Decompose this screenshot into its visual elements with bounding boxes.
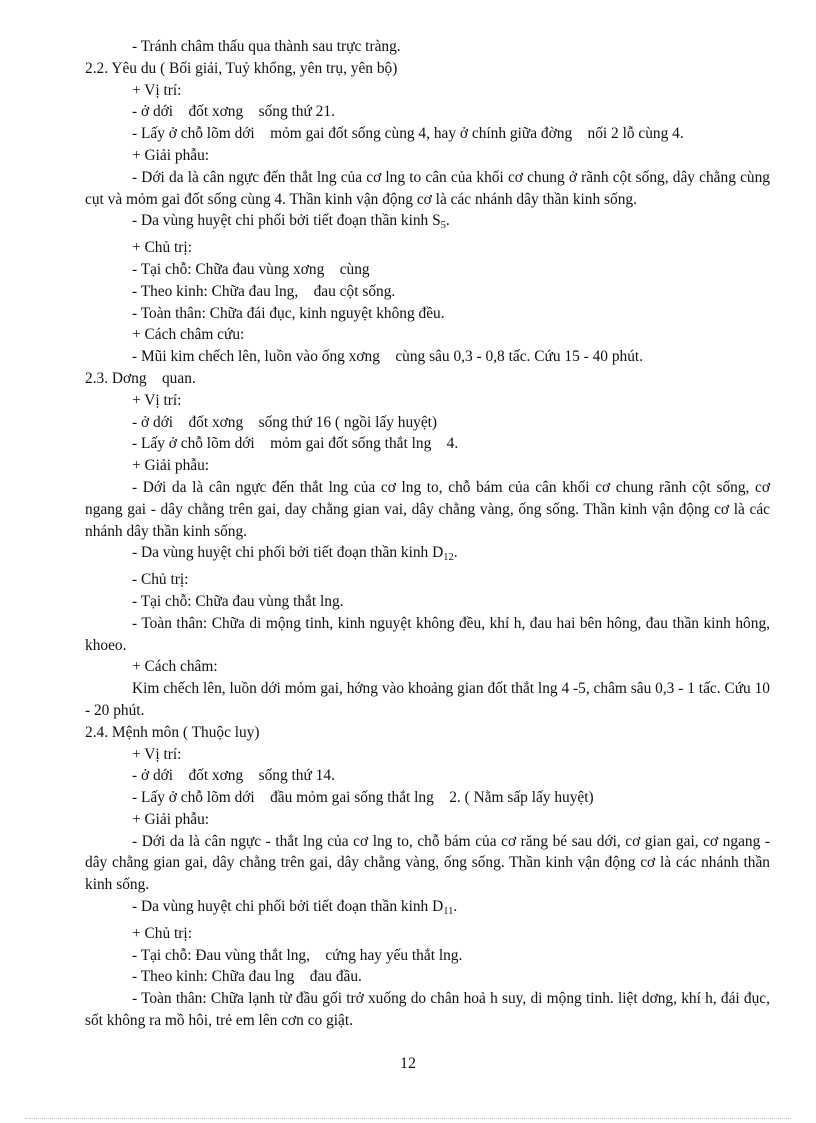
paragraph: - Dới da là cân ngực đến thắt lng của cơ lng to cân của khối cơ chung ở rãnh cột sống, dây chằng cùng cụt và mỏm gai đốt sống cùng 4. Thần kinh vận động cơ là các nhánh dây thần kinh sống. — [85, 168, 770, 208]
subheading: + Vị trí: — [132, 745, 182, 763]
text-line: - ở dới đốt xơng sống thứ 14. — [132, 767, 335, 785]
text-line: - Lấy ở chỗ lõm dới mỏm gai đốt sống thắt lng 4. — [132, 435, 459, 453]
text-line: - Tránh châm thấu qua thành sau trực tràng. — [132, 38, 401, 55]
text-line: - ở dới đốt xơng sống thứ 21. — [132, 103, 335, 121]
subheading: + Giải phẫu: — [132, 457, 210, 475]
text-line: - Da vùng huyệt chi phối bởi tiết đoạn thần kinh $D_{11}$. — [132, 898, 458, 918]
paragraph: - Toàn thân: Chữa lạnh từ đầu gối trở xuống do chân hoả h suy, di mộng tinh. liệt dơng, khí h, đái đục, sốt không ra mồ hôi, trẻ em lên cơn co giật. — [85, 990, 770, 1030]
subheading: + Cách châm cứu: — [132, 326, 245, 344]
text-line: - Lấy ở chỗ lõm dới mỏm gai đốt sống cùng 4, hay ở chính giữa đờng nối 2 lỗ cùng 4. — [132, 125, 684, 143]
page-body — [85, 36, 770, 1032]
subheading: + Giải phẫu: — [132, 810, 210, 828]
paragraph: - Dới da là cân ngực - thắt lng của cơ lng to, chỗ bám của cơ răng bé sau dới, cơ gian gai, cơ ngang - dây chằng gian gai, dây chằng trên gai, dây chằng vàng, ống sống. Thần kinh vận động cơ là các nhánh thần kinh sống. — [85, 832, 770, 894]
text-span: - Da vùng huyệt chi phối bởi tiết đoạn thần kinh D — [132, 544, 444, 562]
subheading: + Cách châm: — [132, 658, 218, 676]
text-line: - Tại chỗ: Chữa đau vùng thắt lng. — [132, 592, 344, 610]
text-line: - Tại chỗ: Đau vùng thắt lng, cứng hay yếu thắt lng. — [132, 946, 463, 964]
text-line: - ở dới đốt xơng sống thứ 16 ( ngồi lấy huyệt) — [132, 413, 438, 431]
subheading: + Chủ trị: — [132, 239, 192, 257]
text-line: - Toàn thân: Chữa đái đục, kinh nguyệt không đều. — [132, 304, 445, 322]
subscript: 11 — [443, 906, 454, 918]
text-line: - Da vùng huyệt chi phối bởi tiết đoạn thần kinh $D_{12}$. — [132, 544, 458, 564]
text-line: - Theo kinh: Chữa đau lng đau đầu. — [132, 968, 362, 986]
text-line: - Tại chỗ: Chữa đau vùng xơng cùng — [132, 260, 370, 278]
text-span: - Da vùng huyệt chi phối bởi tiết đoạn thần kinh D — [132, 898, 444, 916]
text-line: - Chủ trị: — [132, 571, 189, 589]
subscript: 5 — [440, 220, 446, 232]
section-heading: 2.4. Mệnh môn ( Thuộc luy) — [85, 723, 260, 741]
paragraph: - Toàn thân: Chữa di mộng tinh, kinh nguyệt không đều, khí h, đau hai bên hông, đau thần kinh hông, khoeo. — [85, 614, 770, 654]
section-heading: 2.3. Dơng quan. — [85, 369, 196, 387]
text-line: - Mũi kim chếch lên, luồn vào ống xơng cùng sâu 0,3 - 0,8 tấc. Cứu 15 - 40 phút. — [132, 348, 644, 366]
paragraph: - Dới da là cân ngực đến thắt lng của cơ lng to, chỗ bám của cân khối cơ chung rãnh cột sống, cơ ngang gai - dây chằng trên gai, day chằng gian vai, dây chằng vàng, ống sống. Thần kinh vận động cơ là các nhánh dây thần kinh sống. — [85, 478, 770, 540]
subscript: 12 — [443, 552, 454, 564]
paragraph: Kim chếch lên, luồn dới mỏm gai, hớng vào khoảng gian đốt thắt lng 4 -5, châm sâu 0,3 - 1 tấc. Cứu 10 - 20 phút. — [85, 680, 770, 719]
subheading: + Vị trí: — [132, 391, 182, 409]
text-line: - Theo kinh: Chữa đau lng, đau cột sống. — [132, 282, 396, 300]
text-span: - Da vùng huyệt chi phối bởi tiết đoạn thần kinh S — [132, 212, 441, 230]
subheading: + Chủ trị: — [132, 924, 192, 942]
page-number: 12 — [400, 1055, 416, 1072]
section-heading: 2.2. Yêu du ( Bối giải, Tuỷ khổng, yên trụ, yên bộ) — [85, 59, 398, 77]
subheading: + Giải phẫu: — [132, 146, 210, 164]
subheading: + Vị trí: — [132, 81, 182, 99]
text-line: - Da vùng huyệt chi phối bởi tiết đoạn thần kinh $S_5$. — [132, 212, 450, 232]
page-border-dotted — [25, 1118, 791, 1119]
text-line: - Lấy ở chỗ lõm dới đầu mỏm gai sống thắt lng 2. ( Nằm sấp lấy huyệt) — [132, 789, 594, 807]
